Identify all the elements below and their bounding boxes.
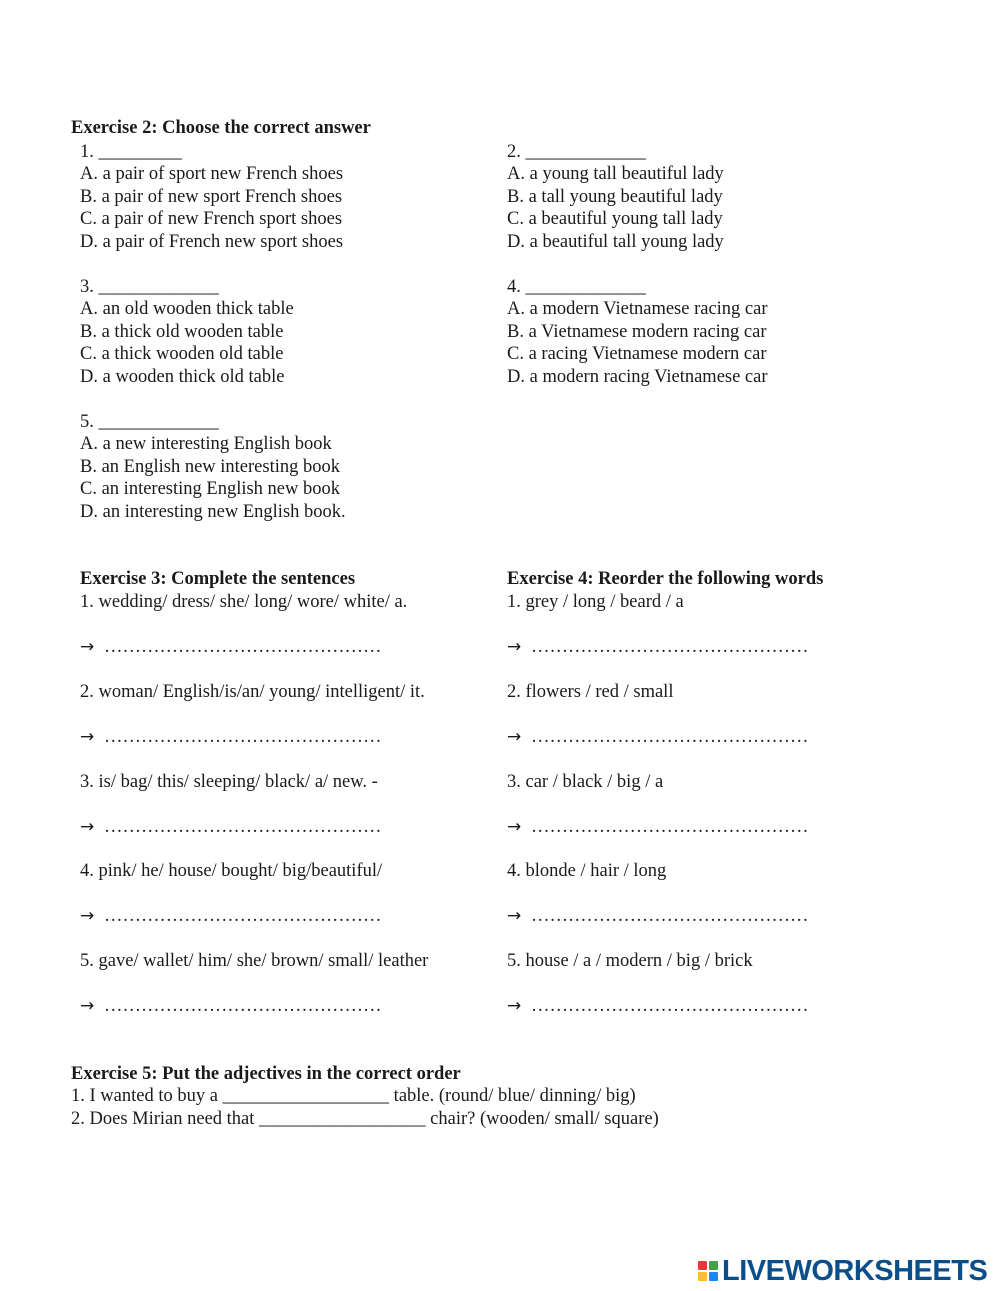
ex3-item-2: 2. woman/ English/is/an/ young/ intelligent/ it. bbox=[80, 682, 425, 702]
ex2-q3-option-a[interactable]: A. an old wooden thick table bbox=[80, 299, 294, 319]
arrow-right-icon: → bbox=[80, 727, 95, 747]
exercise3-title: Exercise 3: Complete the sentences bbox=[80, 569, 356, 589]
ex2-q1-option-a[interactable]: A. a pair of sport new French shoes bbox=[80, 164, 344, 184]
ex3-answer-2[interactable] bbox=[80, 726, 382, 748]
answer-line: ……………………………………… bbox=[104, 727, 382, 747]
arrow-right-icon: → bbox=[80, 996, 95, 1016]
ex3-answer-4[interactable] bbox=[80, 905, 382, 927]
ex3-item-1: 1. wedding/ dress/ she/ long/ wore/ white/ a. bbox=[80, 592, 408, 612]
ex3-answer-1[interactable] bbox=[80, 636, 382, 658]
ex3-answer-5[interactable] bbox=[80, 995, 382, 1017]
ex2-q4-option-c[interactable]: C. a racing Vietnamese modern car bbox=[507, 344, 767, 364]
arrow-right-icon: → bbox=[507, 727, 522, 747]
ex4-answer-2[interactable] bbox=[507, 726, 809, 748]
arrow-right-icon: → bbox=[507, 906, 522, 926]
ex4-item-5: 5. house / a / modern / big / brick bbox=[507, 951, 753, 971]
logo-square-2 bbox=[709, 1261, 718, 1270]
ex2-q2-option-b[interactable]: B. a tall young beautiful lady bbox=[507, 187, 723, 207]
exercise4-title: Exercise 4: Reorder the following words bbox=[507, 569, 824, 589]
arrow-right-icon: → bbox=[80, 817, 95, 837]
ex2-q5-option-d[interactable]: D. an interesting new English book. bbox=[80, 502, 346, 522]
logo-mark-icon bbox=[698, 1261, 718, 1281]
exercise5-title: Exercise 5: Put the adjectives in the correct order bbox=[71, 1064, 461, 1084]
ex2-q1-option-b[interactable]: B. a pair of new sport French shoes bbox=[80, 187, 343, 207]
logo-square-4 bbox=[709, 1272, 718, 1281]
ex4-answer-5[interactable] bbox=[507, 995, 809, 1017]
arrow-right-icon: → bbox=[80, 906, 95, 926]
ex4-item-4: 4. blonde / hair / long bbox=[507, 861, 667, 881]
ex2-q5-option-c[interactable]: C. an interesting English new book bbox=[80, 479, 340, 499]
ex2-q4-number: 4. _____________ bbox=[507, 277, 646, 297]
ex2-q1-option-c[interactable]: C. a pair of new French sport shoes bbox=[80, 209, 343, 229]
logo-square-3 bbox=[698, 1272, 707, 1281]
ex3-item-4: 4. pink/ he/ house/ bought/ big/beautiful/ bbox=[80, 861, 383, 881]
ex2-q5-number: 5. _____________ bbox=[80, 412, 219, 432]
answer-line: ……………………………………… bbox=[104, 637, 382, 657]
ex2-q1-number: 1. _________ bbox=[80, 142, 182, 162]
answer-line: ……………………………………… bbox=[531, 906, 809, 926]
liveworksheets-logo bbox=[698, 1256, 987, 1286]
logo-text: LIVEWORKSHEETS bbox=[722, 1255, 988, 1287]
answer-line: ……………………………………… bbox=[531, 637, 809, 657]
ex4-item-1: 1. grey / long / beard / a bbox=[507, 592, 684, 612]
ex4-answer-4[interactable] bbox=[507, 905, 809, 927]
ex2-q2-option-c[interactable]: C. a beautiful young tall lady bbox=[507, 209, 723, 229]
ex4-answer-3[interactable] bbox=[507, 816, 809, 838]
ex2-q2-option-a[interactable]: A. a young tall beautiful lady bbox=[507, 164, 724, 184]
exercise2-title: Exercise 2: Choose the correct answer bbox=[71, 118, 371, 138]
ex2-q5-option-b[interactable]: B. an English new interesting book bbox=[80, 457, 340, 477]
ex2-q2-number: 2. _____________ bbox=[507, 142, 646, 162]
ex4-item-2: 2. flowers / red / small bbox=[507, 682, 674, 702]
answer-line: ……………………………………… bbox=[104, 817, 382, 837]
ex2-q3-option-c[interactable]: C. a thick wooden old table bbox=[80, 344, 284, 364]
ex4-item-3: 3. car / black / big / a bbox=[507, 772, 664, 792]
arrow-right-icon: → bbox=[80, 637, 95, 657]
ex2-q4-option-a[interactable]: A. a modern Vietnamese racing car bbox=[507, 299, 768, 319]
arrow-right-icon: → bbox=[507, 996, 522, 1016]
ex3-answer-3[interactable] bbox=[80, 816, 382, 838]
arrow-right-icon: → bbox=[507, 817, 522, 837]
arrow-right-icon: → bbox=[507, 637, 522, 657]
answer-line: ……………………………………… bbox=[531, 727, 809, 747]
answer-line: ……………………………………… bbox=[104, 906, 382, 926]
ex2-q4-option-d[interactable]: D. a modern racing Vietnamese car bbox=[507, 367, 768, 387]
ex3-item-5: 5. gave/ wallet/ him/ she/ brown/ small/ leather bbox=[80, 951, 429, 971]
ex4-answer-1[interactable] bbox=[507, 636, 809, 658]
ex5-item-2[interactable]: 2. Does Mirian need that __________________ chair? (wooden/ small/ square) bbox=[71, 1109, 659, 1129]
ex2-q3-number: 3. _____________ bbox=[80, 277, 219, 297]
ex2-q4-option-b[interactable]: B. a Vietnamese modern racing car bbox=[507, 322, 767, 342]
ex2-q2-option-d[interactable]: D. a beautiful tall young lady bbox=[507, 232, 724, 252]
ex2-q5-option-a[interactable]: A. a new interesting English book bbox=[80, 434, 332, 454]
answer-line: ……………………………………… bbox=[531, 817, 809, 837]
ex2-q1-option-d[interactable]: D. a pair of French new sport shoes bbox=[80, 232, 344, 252]
ex2-q3-option-d[interactable]: D. a wooden thick old table bbox=[80, 367, 285, 387]
ex5-item-1[interactable]: 1. I wanted to buy a __________________ table. (round/ blue/ dinning/ big) bbox=[71, 1086, 636, 1106]
ex2-q3-option-b[interactable]: B. a thick old wooden table bbox=[80, 322, 284, 342]
answer-line: ……………………………………… bbox=[104, 996, 382, 1016]
ex3-item-3: 3. is/ bag/ this/ sleeping/ black/ a/ new. - bbox=[80, 772, 378, 792]
answer-line: ……………………………………… bbox=[531, 996, 809, 1016]
logo-square-1 bbox=[698, 1261, 707, 1270]
